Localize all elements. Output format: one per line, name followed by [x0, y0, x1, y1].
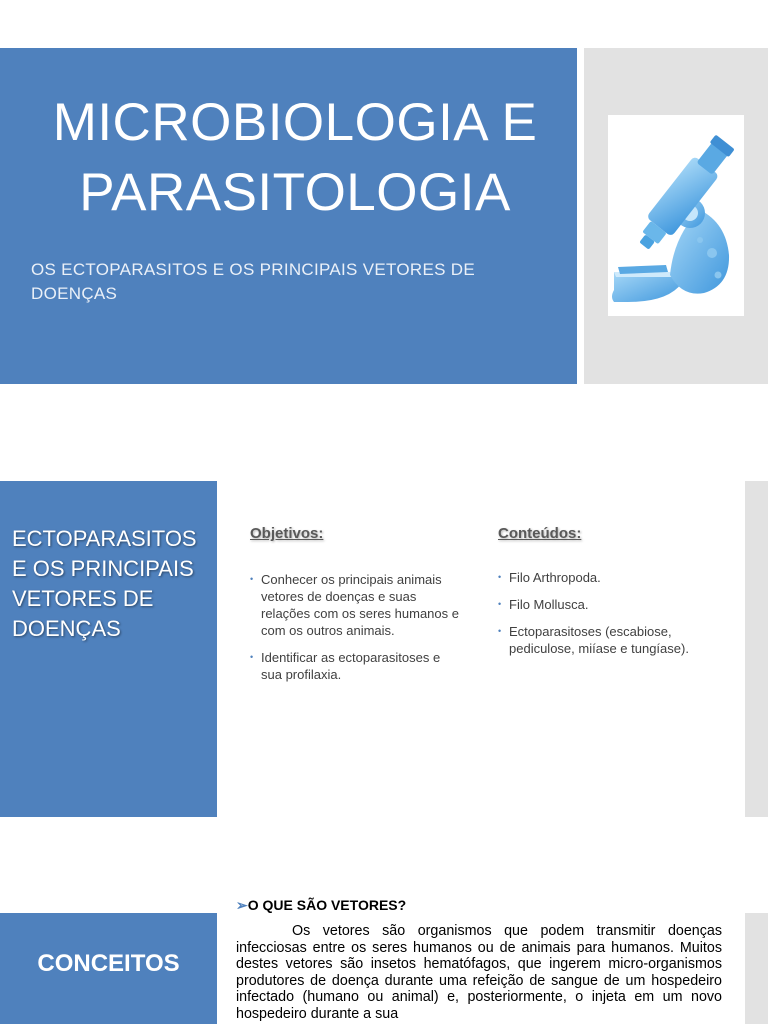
list-item-text: Identificar as ectoparasitoses e sua profilaxia. [261, 650, 441, 682]
question-heading [236, 897, 406, 914]
bullet-icon: • [498, 572, 502, 582]
list-item [498, 596, 728, 613]
side-panel [745, 481, 768, 817]
slide-title: ECTOPARASITOS E OS PRINCIPAIS VETORES DE DOENÇAS [12, 526, 197, 641]
bullet-icon: • [250, 652, 254, 662]
slide-title: CONCEITOS [37, 950, 180, 977]
slide-title [20, 88, 570, 228]
question-text: O QUE SÃO VETORES? [247, 897, 407, 913]
list-item-text: Filo Arthropoda. [509, 570, 601, 585]
list-item-text: Filo Mollusca. [509, 597, 589, 612]
list-item-text: Ectoparasitoses (escabiose, pediculose, miíase e tungíase). [509, 624, 689, 656]
side-panel [745, 913, 768, 1024]
microscope-image [608, 115, 744, 316]
list-item [498, 569, 728, 586]
bullet-icon: • [498, 599, 502, 609]
conteudos-list [498, 569, 728, 667]
bullet-icon: • [498, 626, 502, 636]
title-line-2: PARASITOLOGIA [79, 163, 511, 222]
list-item-text: Conhecer os principais animais vetores de doenças e suas relações com os seres humanos e com os outros animais. [261, 572, 459, 638]
bullet-icon: • [250, 574, 254, 584]
body-paragraph [236, 923, 722, 1023]
body-text: Os vetores são organismos que podem transmitir doenças infecciosas entre os seres humanos ou de animais para humanos. Muitos destes vetores são insetos hematófagos, que ingerem micro-organismos produtores de doença durante uma refeição de sangue de um hospedeiro infectado (humano ou animal) e, posteriormente, o injeta em um novo hospedeiro durante a sua [236, 923, 722, 1022]
slide-subtitle: OS ECTOPARASITOS E OS PRINCIPAIS VETORES DE DOENÇAS [31, 260, 475, 303]
arrow-bullet-icon: ➢ [236, 897, 248, 913]
objetivos-heading: Objetivos: [250, 525, 324, 542]
list-item [250, 649, 462, 683]
list-item [498, 623, 728, 657]
list-item [250, 571, 462, 639]
objetivos-list [250, 571, 462, 693]
title-line-1: MICROBIOLOGIA E [52, 93, 538, 152]
microscope-icon [608, 115, 744, 316]
conteudos-heading: Conteúdos: [498, 525, 582, 542]
